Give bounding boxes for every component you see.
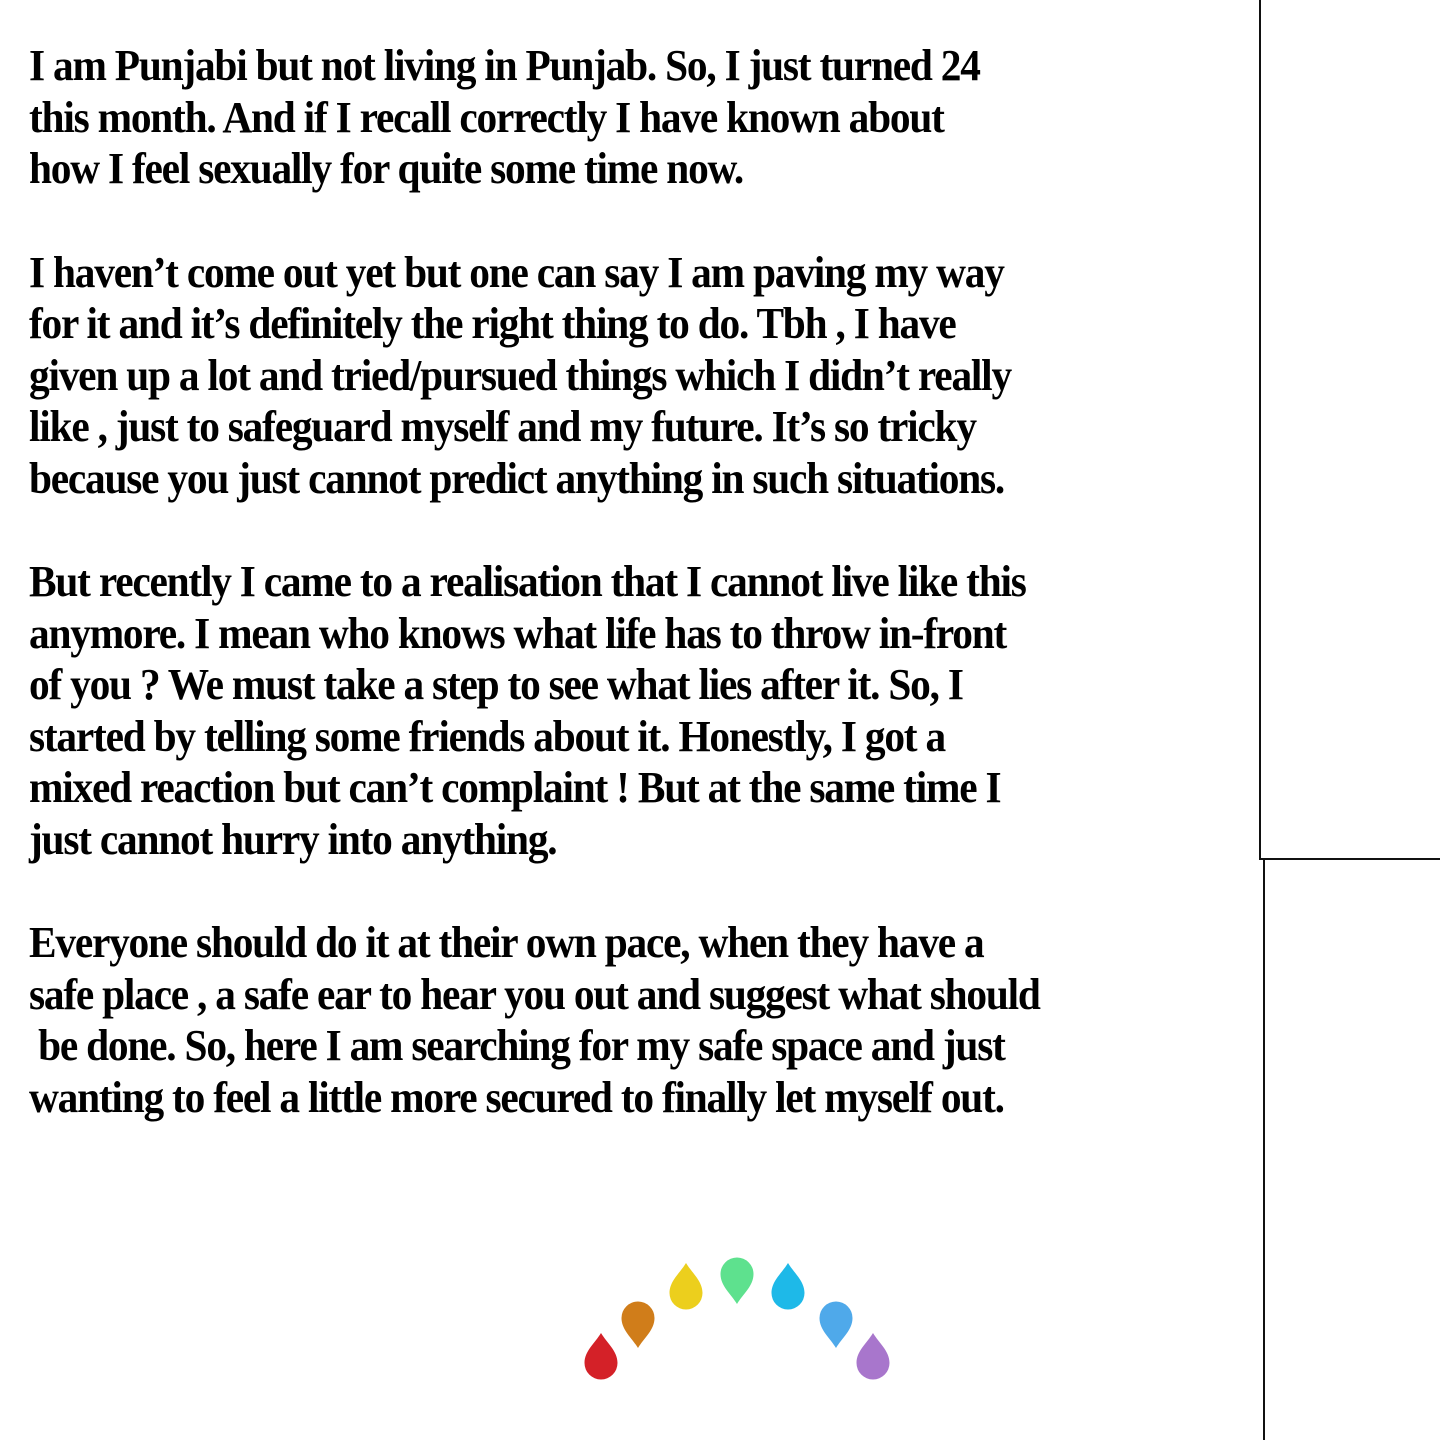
confession-text <box>29 40 1185 1175</box>
text-line: mixed reaction but can’t complaint ! But at the same time I <box>29 763 1001 812</box>
paragraph-3 <box>29 556 1185 865</box>
paragraph-2 <box>29 247 1185 505</box>
drop-icon <box>622 1302 655 1349</box>
text-line: of you ? We must take a step to see what lies after it. So, I <box>29 660 963 709</box>
text-line: like , just to safeguard myself and my future. It’s so tricky <box>29 402 976 451</box>
drop-icon <box>585 1333 618 1380</box>
text-line: I am Punjabi but not living in Punjab. So, I just turned 24 <box>29 41 980 90</box>
rainbow-drops-icon <box>560 1230 920 1430</box>
text-line: Everyone should do it at their own pace, when they have a <box>29 918 984 967</box>
text-line: because you just cannot predict anything in such situations. <box>29 453 1005 503</box>
drop-icon <box>857 1333 890 1380</box>
text-line: anymore. I mean who knows what life has to throw in-front <box>29 608 1007 658</box>
drop-icon <box>820 1302 853 1349</box>
vertical-divider-bottom <box>1263 858 1265 1440</box>
paragraph-4 <box>29 917 1185 1123</box>
vertical-divider-top <box>1259 0 1261 860</box>
drop-icon <box>670 1263 703 1310</box>
text-line: started by telling some friends about it. Honestly, I got a <box>29 711 945 761</box>
horizontal-divider <box>1261 858 1440 860</box>
text-line: for it and it’s definitely the right thing to do. Tbh , I have <box>29 299 956 348</box>
drop-icon <box>721 1258 754 1305</box>
text-line: I haven’t come out yet but one can say I am paving my way <box>29 247 1004 297</box>
text-line: wanting to feel a little more secured to finally let myself out. <box>29 1072 1004 1122</box>
paragraph-1 <box>29 40 1185 195</box>
text-line: safe place , a safe ear to hear you out and suggest what should <box>29 969 1040 1019</box>
text-line: be done. So, here I am searching for my safe space and just <box>29 1021 1005 1070</box>
drop-icon <box>772 1263 805 1310</box>
text-line: just cannot hurry into anything. <box>29 814 557 864</box>
text-line: this month. And if I recall correctly I have known about <box>29 92 944 142</box>
text-line: But recently I came to a realisation that I cannot live like this <box>29 557 1026 606</box>
text-line: how I feel sexually for quite some time now. <box>29 144 744 193</box>
text-line: given up a lot and tried/pursued things which I didn’t really <box>29 350 1011 400</box>
